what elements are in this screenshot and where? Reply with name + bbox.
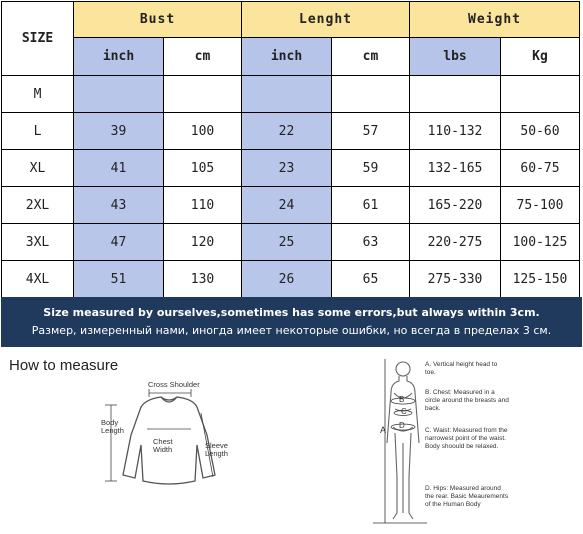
value-cell: 41	[74, 150, 164, 187]
shirt-diagram-icon	[1, 347, 301, 534]
notice-russian: Размер, измеренный нами, иногда имеет некоторые ошибки, но всегда в пределах 3 см.	[31, 324, 552, 337]
value-cell: 22	[242, 113, 332, 150]
value-cell: 47	[74, 224, 164, 261]
value-cell: 100-125	[501, 224, 580, 261]
size-cell: 2XL	[2, 187, 74, 224]
value-cell: 105	[164, 150, 242, 187]
value-cell: 220-275	[410, 224, 501, 261]
value-cell	[242, 76, 332, 113]
value-cell: 110	[164, 187, 242, 224]
value-cell: 23	[242, 150, 332, 187]
size-cell: 3XL	[2, 224, 74, 261]
figure-letter-b: B	[399, 395, 405, 404]
value-cell: 61	[332, 187, 410, 224]
value-cell: 110-132	[410, 113, 501, 150]
note-d: D. Hips: Measured around the rear. Basic Meaurements of the Human Body	[425, 485, 509, 508]
figure-letter-c: C	[401, 407, 407, 416]
value-cell	[332, 76, 410, 113]
measurement-notice-banner	[1, 297, 582, 347]
chest-width-label: Chest Width	[153, 437, 173, 454]
value-cell: 59	[332, 150, 410, 187]
value-cell	[74, 76, 164, 113]
value-cell: 63	[332, 224, 410, 261]
sleeve-length-label: Sleeve Length	[205, 441, 228, 458]
value-cell: 60-75	[501, 150, 580, 187]
value-cell: 25	[242, 224, 332, 261]
how-to-measure-title: How to measure	[9, 357, 119, 374]
unit-header: lbs	[410, 38, 501, 76]
table-row	[2, 187, 580, 224]
value-cell: 50-60	[501, 113, 580, 150]
unit-header: cm	[332, 38, 410, 76]
size-cell: M	[2, 76, 74, 113]
size-chart-table	[1, 1, 580, 298]
value-cell	[164, 76, 242, 113]
notice-english: Size measured by ourselves,sometimes has some errors,but always within 3cm.	[43, 306, 540, 319]
value-cell: 75-100	[501, 187, 580, 224]
body-length-label: Body Length	[101, 418, 124, 435]
value-cell: 43	[74, 187, 164, 224]
note-c: C. Waist: Measured from the narrowest point of the waist. Body shoould be relaxed.	[425, 427, 508, 450]
unit-header: inch	[242, 38, 332, 76]
figure-letter-d: D	[399, 421, 405, 430]
value-cell	[410, 76, 501, 113]
value-cell: 24	[242, 187, 332, 224]
unit-header: cm	[164, 38, 242, 76]
table-row	[2, 113, 580, 150]
value-cell: 120	[164, 224, 242, 261]
size-cell: 4XL	[2, 261, 74, 298]
size-cell: XL	[2, 150, 74, 187]
table-row	[2, 224, 580, 261]
value-cell: 125-150	[501, 261, 580, 298]
table-row	[2, 150, 580, 187]
size-cell: L	[2, 113, 74, 150]
value-cell: 130	[164, 261, 242, 298]
size-header: SIZE	[2, 2, 74, 76]
value-cell: 165-220	[410, 187, 501, 224]
unit-header: inch	[74, 38, 164, 76]
note-a: A. Vertical height head to toe.	[425, 361, 498, 376]
figure-letter-a: A	[380, 425, 387, 435]
bust-header: Bust	[74, 2, 242, 38]
how-to-measure-panel	[1, 347, 582, 534]
body-figure-icon	[361, 347, 431, 534]
value-cell: 132-165	[410, 150, 501, 187]
value-cell: 51	[74, 261, 164, 298]
weight-header: Weight	[410, 2, 580, 38]
value-cell: 275-330	[410, 261, 501, 298]
value-cell: 100	[164, 113, 242, 150]
cross-shoulder-label: Cross Shoulder	[148, 380, 200, 389]
length-header: Lenght	[242, 2, 410, 38]
note-b: B. Chest: Measured in a circle around the breasts and back.	[425, 389, 509, 412]
table-row	[2, 261, 580, 298]
value-cell	[501, 76, 580, 113]
value-cell: 57	[332, 113, 410, 150]
value-cell: 26	[242, 261, 332, 298]
value-cell: 65	[332, 261, 410, 298]
value-cell: 39	[74, 113, 164, 150]
unit-header: Kg	[501, 38, 580, 76]
table-row	[2, 76, 580, 113]
